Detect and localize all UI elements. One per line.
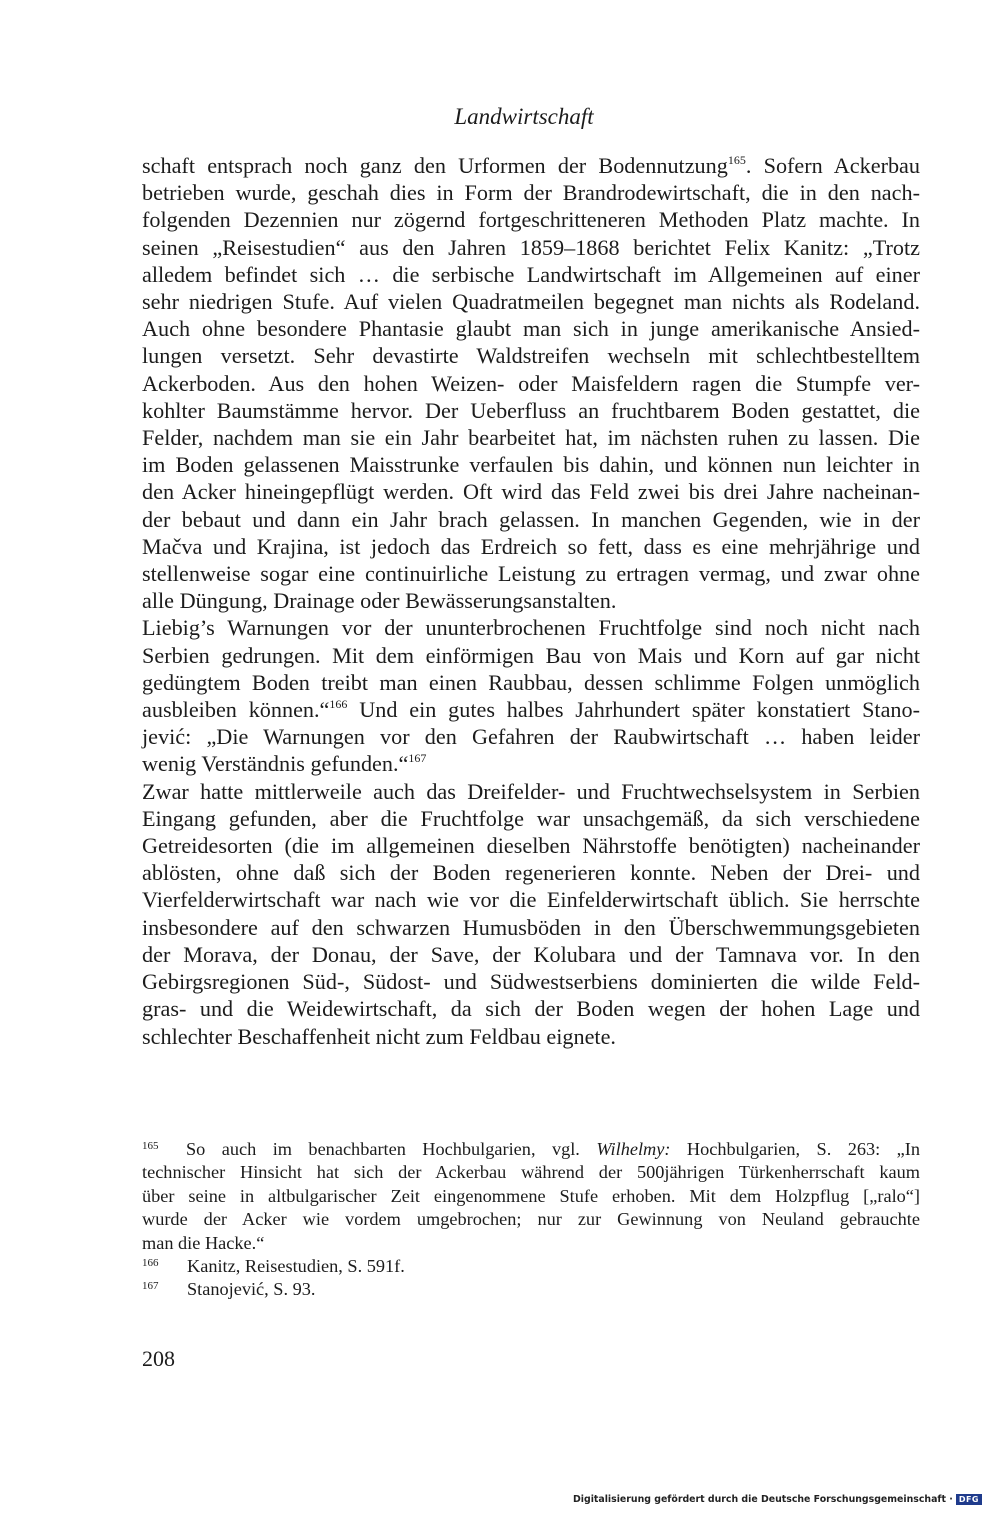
text-line: im Boden gelassenen Maisstrunke verfaulen bis dahin, und können nun leichter in bbox=[142, 452, 920, 478]
text-line: Felder, nachdem man sie ein Jahr bearbeitet hat, im nächsten ruhen zu lassen. Die bbox=[142, 425, 920, 451]
page-number: 208 bbox=[142, 1346, 175, 1371]
body-text bbox=[142, 152, 920, 1050]
footnote-ref[interactable]: 166 bbox=[329, 697, 348, 712]
footnote-165-line: man die Hacke.“ bbox=[142, 1232, 265, 1253]
footnotes bbox=[142, 1138, 920, 1302]
text-line: Zwar hatte mittlerweile auch das Dreifelder- und Fruchtwechselsystem in Serbien bbox=[142, 778, 920, 804]
footnote-166: 166 Kanitz, Reisestudien, S. 591f. bbox=[142, 1256, 405, 1277]
text-line: stellenweise sogar eine continuirliche Leistung zu ertragen vermag, und zwar ohne bbox=[142, 561, 920, 587]
text-line: Getreidesorten (die im allgemeinen dieselben Nährstoffe benötigten) nacheinander bbox=[142, 833, 920, 859]
footnote-165-line: wurde der Acker wie vordem umgebrochen; nur zur Gewinnung von Neuland gebrauchte bbox=[142, 1209, 920, 1230]
text-line: Vierfelderwirtschaft war nach wie vor die Einfelderwirtschaft üblich. Sie herrschte bbox=[142, 887, 920, 913]
footnote-165-line: technischer Hinsicht hat sich der Ackerbau während der 500jährigen Türkenherrschaft kaum bbox=[142, 1162, 920, 1183]
text-line: folgenden Dezennien nur zögernd fortgeschritteneren Methoden Platz machte. In bbox=[142, 207, 920, 233]
text-line: seinen „Reisestudien“ aus den Jahren 1859–1868 berichtet Felix Kanitz: „Trotz bbox=[142, 234, 920, 260]
text-line: Liebig’s Warnungen vor der ununterbrochenen Fruchtfolge sind noch nicht nach bbox=[142, 615, 920, 641]
text-line: sehr niedrigen Stufe. Auf vielen Quadratmeilen begegnet man nichts als Rodeland. bbox=[142, 289, 920, 315]
footnote-167: 167 Stanojević, S. 93. bbox=[142, 1279, 316, 1300]
text-line: jević: „Die Warnungen vor den Gefahren der Raubwirtschaft … haben leider bbox=[142, 724, 920, 750]
text-line: Serbien gedrungen. Mit dem einförmigen Bau von Mais und Korn auf gar nicht bbox=[142, 642, 920, 668]
text-line: schlechter Beschaffenheit nicht zum Feldbau eignete. bbox=[142, 1023, 616, 1049]
text-line: Mačva und Krajina, ist jedoch das Erdreich so fett, dass es eine mehrjährige und bbox=[142, 533, 920, 559]
text-line: gedüngtem Boden treibt man einen Raubbau, dessen schlimme Folgen unmöglich bbox=[142, 669, 920, 695]
text-line: Gebirgsregionen Süd-, Südost- und Südwestserbiens dominierten die wilde Feld- bbox=[142, 969, 920, 995]
footnote-165-line: über seine in altbulgarischer Zeit eingenommene Stufe erhoben. Mit dem Holzpflug [„ralo“] bbox=[142, 1185, 920, 1206]
text-line: lungen versetzt. Sehr devastirte Waldstreifen wechseln mit schlechtbestelltem bbox=[142, 343, 920, 369]
running-head: Landwirtschaft bbox=[454, 104, 594, 129]
text-line: wenig Verständnis gefunden.“$^{167}$ bbox=[142, 751, 427, 777]
text-line: alle Düngung, Drainage oder Bewässerungsanstalten. bbox=[142, 588, 617, 614]
text-line: kohlter Baumstämme hervor. Der Ueberfluss an fruchtbarem Boden gestattet, die bbox=[142, 397, 920, 423]
text-line: Eingang gefunden, aber die Fruchtfolge war unsachgemäß, da sich verschiedene bbox=[142, 805, 920, 831]
digitization-text: Digitalisierung gefördert durch die Deutsche Forschungsgemeinschaft · bbox=[572, 1494, 953, 1505]
text-line: insbesondere auf den schwarzen Humusböden in den Überschwemmungsgebieten bbox=[142, 914, 920, 940]
text-line: Ackerboden. Aus den hohen Weizen- oder Maisfeldern ragen die Stumpfe ver- bbox=[142, 370, 920, 396]
footnote-165: 165 So auch im benachbarten Hochbulgarien, vgl. Wilhelmy: Hochbulgarien, S. 263: „In bbox=[142, 1139, 920, 1159]
text-line: schaft entsprach noch ganz den Urformen der Bodennutzung$^{165}$. Sofern Ackerbau bbox=[142, 153, 920, 178]
text-line: Auch ohne besondere Phantasie glaubt man sich in junge amerikanische Ansied- bbox=[142, 316, 920, 342]
text-line: der bebaut und dann ein Jahr brach gelassen. In manchen Gegenden, wie in der bbox=[142, 506, 920, 532]
text-line: betrieben wurde, geschah dies in Form der Brandrodewirtschaft, die in den nach- bbox=[142, 180, 920, 206]
text-line: gras- und die Weidewirtschaft, da sich der Boden wegen der hohen Lage und bbox=[142, 996, 920, 1022]
footnote-ref[interactable]: 165 bbox=[727, 153, 746, 167]
text-line: den Acker hineingepflügt werden. Oft wird das Feld zwei bis drei Jahre nacheinan- bbox=[142, 479, 920, 505]
footnote-ref[interactable]: 167 bbox=[408, 751, 427, 766]
dfg-logo-icon: DFG bbox=[956, 1494, 982, 1505]
text-line: ausbleiben können.“$^{166}$ Und ein gutes halbes Jahrhundert später konstatiert Stano- bbox=[142, 697, 921, 723]
text-line: ablösten, ohne daß sich der Boden regenerieren konnte. Neben der Drei- und bbox=[142, 860, 920, 886]
text-line: der Morava, der Donau, der Save, der Kolubara und der Tamnava vor. In den bbox=[142, 941, 920, 967]
digitization-notice bbox=[573, 1494, 982, 1505]
text-line: alledem befindet sich … die serbische Landwirtschaft im Allgemeinen auf einer bbox=[142, 261, 920, 287]
